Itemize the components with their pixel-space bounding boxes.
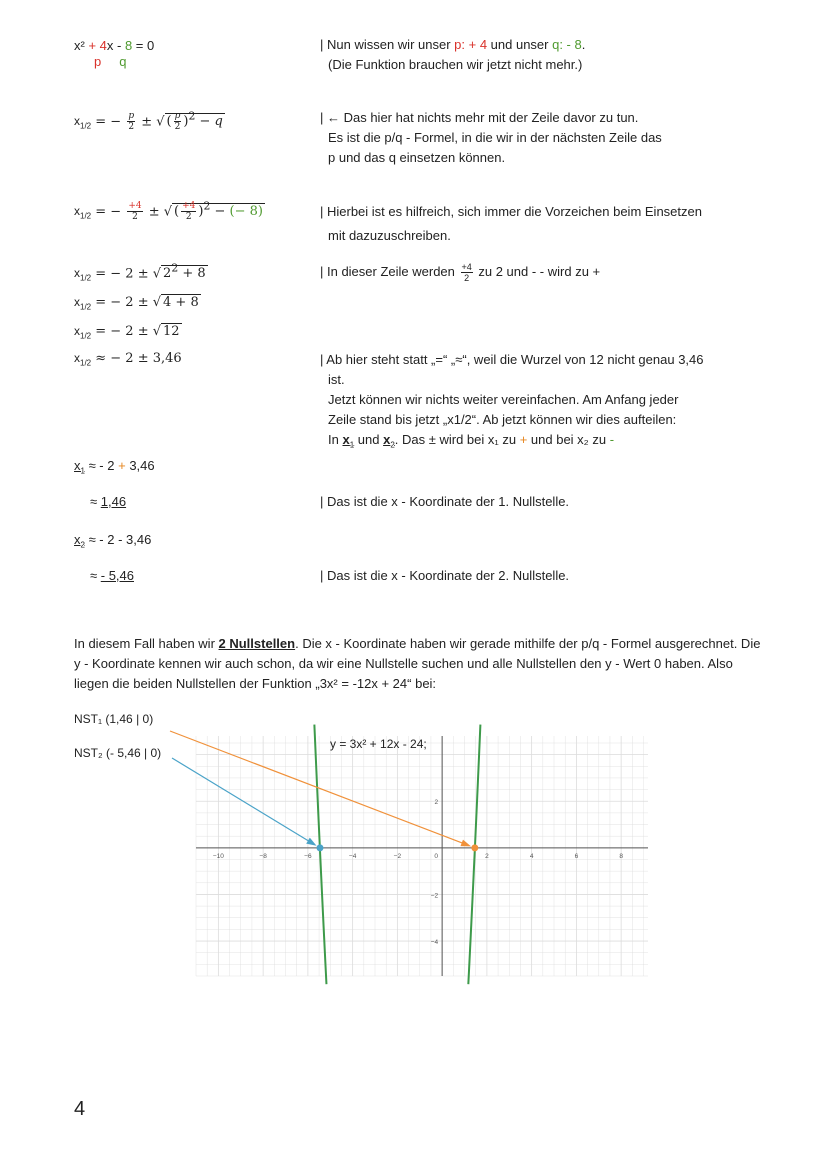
- function-label: y = 3x² + 12x - 24;: [330, 737, 427, 751]
- x-tick-label: −8: [259, 852, 267, 860]
- step3-formula: $x_{1/2}$ = − $\frac{+4}{2}$ ± √ ( $\frac{+4}{2}$ )$^2$ − (− 8): [74, 200, 263, 223]
- step1-equation: x² + 4x - 8 = 0: [74, 38, 155, 53]
- step7-formula: $x_{1/2}$ ≈ − 2 ± 3,46: [74, 351, 182, 368]
- x-tick-label: 4: [529, 852, 534, 860]
- step4-note: | In dieser Zeile werden $\frac{+4}{2}$ zu 2 und - - wird zu +: [320, 262, 601, 284]
- arrow-head: [460, 840, 471, 847]
- step2-formula: $x_{1/2}$ = − $\frac{p}{2}$ ± √ ( $\frac{p}{2}$ )$^2$ − q: [74, 110, 223, 133]
- nst1-label: NST₁ (1,46 | 0): [74, 712, 154, 726]
- step3-note: [320, 202, 702, 246]
- step2-note-line3: p und das q einsetzen können.: [328, 150, 506, 165]
- x-tick-label: 6: [574, 852, 579, 860]
- page-number: 4: [74, 1098, 86, 1120]
- nst2-label: NST₂ (- 5,46 | 0): [74, 746, 162, 760]
- step2-note-line1: | ← Das hier hat nichts mehr mit der Zeile davor zu tun.: [320, 110, 639, 125]
- x1-note: | Das ist die x - Koordinate der 1. Nullstelle.: [320, 494, 570, 509]
- x-tick-label: 8: [619, 852, 623, 860]
- step1-note-line2: (Die Funktion brauchen wir jetzt nicht mehr.): [328, 57, 583, 72]
- x-tick-label: −10: [212, 852, 224, 860]
- x2-result: ≈ - 5,46: [90, 568, 134, 583]
- x-tick-label: 2: [485, 852, 489, 860]
- x1-line: $x_1$ ≈ - 2 + 3,46: [74, 458, 155, 476]
- step4-formula: $x_{1/2}$ = − 2 ± √ $2^2 + 8$: [74, 262, 206, 283]
- x-tick-label: −4: [348, 852, 357, 860]
- x-tick-label: −6: [304, 852, 312, 860]
- step1-note: | Nun wissen wir unser p: + 4 und unser q: - 8. (Die Funktion brauchen wir jetzt nicht mehr.): [320, 35, 585, 75]
- step7-note: [320, 350, 704, 456]
- x-tick-label: −2: [393, 852, 402, 860]
- x2-note: | Das ist die x - Koordinate der 2. Nullstelle.: [320, 568, 570, 583]
- summary-paragraph: In diesem Fall haben wir 2 Nullstellen. Die x - Koordinate haben wir gerade mithilfe der p/q - Formel ausgerechnet. Die y - Koordinate kennen wir auch schon, da wir eine Nullstelle suchen und alle Nullstellen den y - Wert 0 haben. Also liegen die beiden Nullstellen der Funktion „3x² = -12x + 24“ bei:: [74, 636, 761, 691]
- y-tick-label: −4: [430, 939, 439, 947]
- x-tick-label: 0: [434, 852, 438, 860]
- step2-note: [320, 108, 662, 168]
- nst2-point: [316, 844, 323, 851]
- step7-note-line1: | Ab hier steht statt „=“ „≈“, weil die Wurzel von 12 nicht genau 3,46: [320, 352, 704, 367]
- step7-note-line2: ist.: [328, 372, 345, 387]
- y-tick-label: −2: [430, 892, 439, 900]
- step7-note-line4: Zeile stand bis jetzt „x1/2“. Ab jetzt können wir dies aufteilen:: [328, 412, 677, 427]
- step6-formula: $x_{1/2}$ = − 2 ± √ 12: [74, 324, 180, 341]
- step3-note-line1: | Hierbei ist es hilfreich, sich immer die Vorzeichen beim Einsetzen: [320, 204, 702, 219]
- y-tick-label: 2: [434, 799, 439, 807]
- step2-note-line2: Es ist die p/q - Formel, in die wir in der nächsten Zeile das: [328, 130, 662, 145]
- step7-note-line3: Jetzt können wir nichts weiter vereinfachen. Am Anfang jeder: [328, 392, 679, 407]
- step3-note-line2: mit dazuzuschreiben.: [328, 228, 451, 243]
- step5-formula: $x_{1/2}$ = − 2 ± √ 4 + 8: [74, 295, 199, 312]
- function-graph: [60, 706, 660, 986]
- step1-pq-labels: p q: [94, 54, 127, 69]
- nst1-point: [471, 844, 478, 851]
- step7-note-line5: In $x_1$ und $x_2$. Das ± wird bei x₁ zu + und bei x₂ zu -: [328, 432, 615, 450]
- x2-line: $x_2$ ≈ - 2 - 3,46: [74, 532, 152, 550]
- x1-result: ≈ 1,46: [90, 494, 127, 509]
